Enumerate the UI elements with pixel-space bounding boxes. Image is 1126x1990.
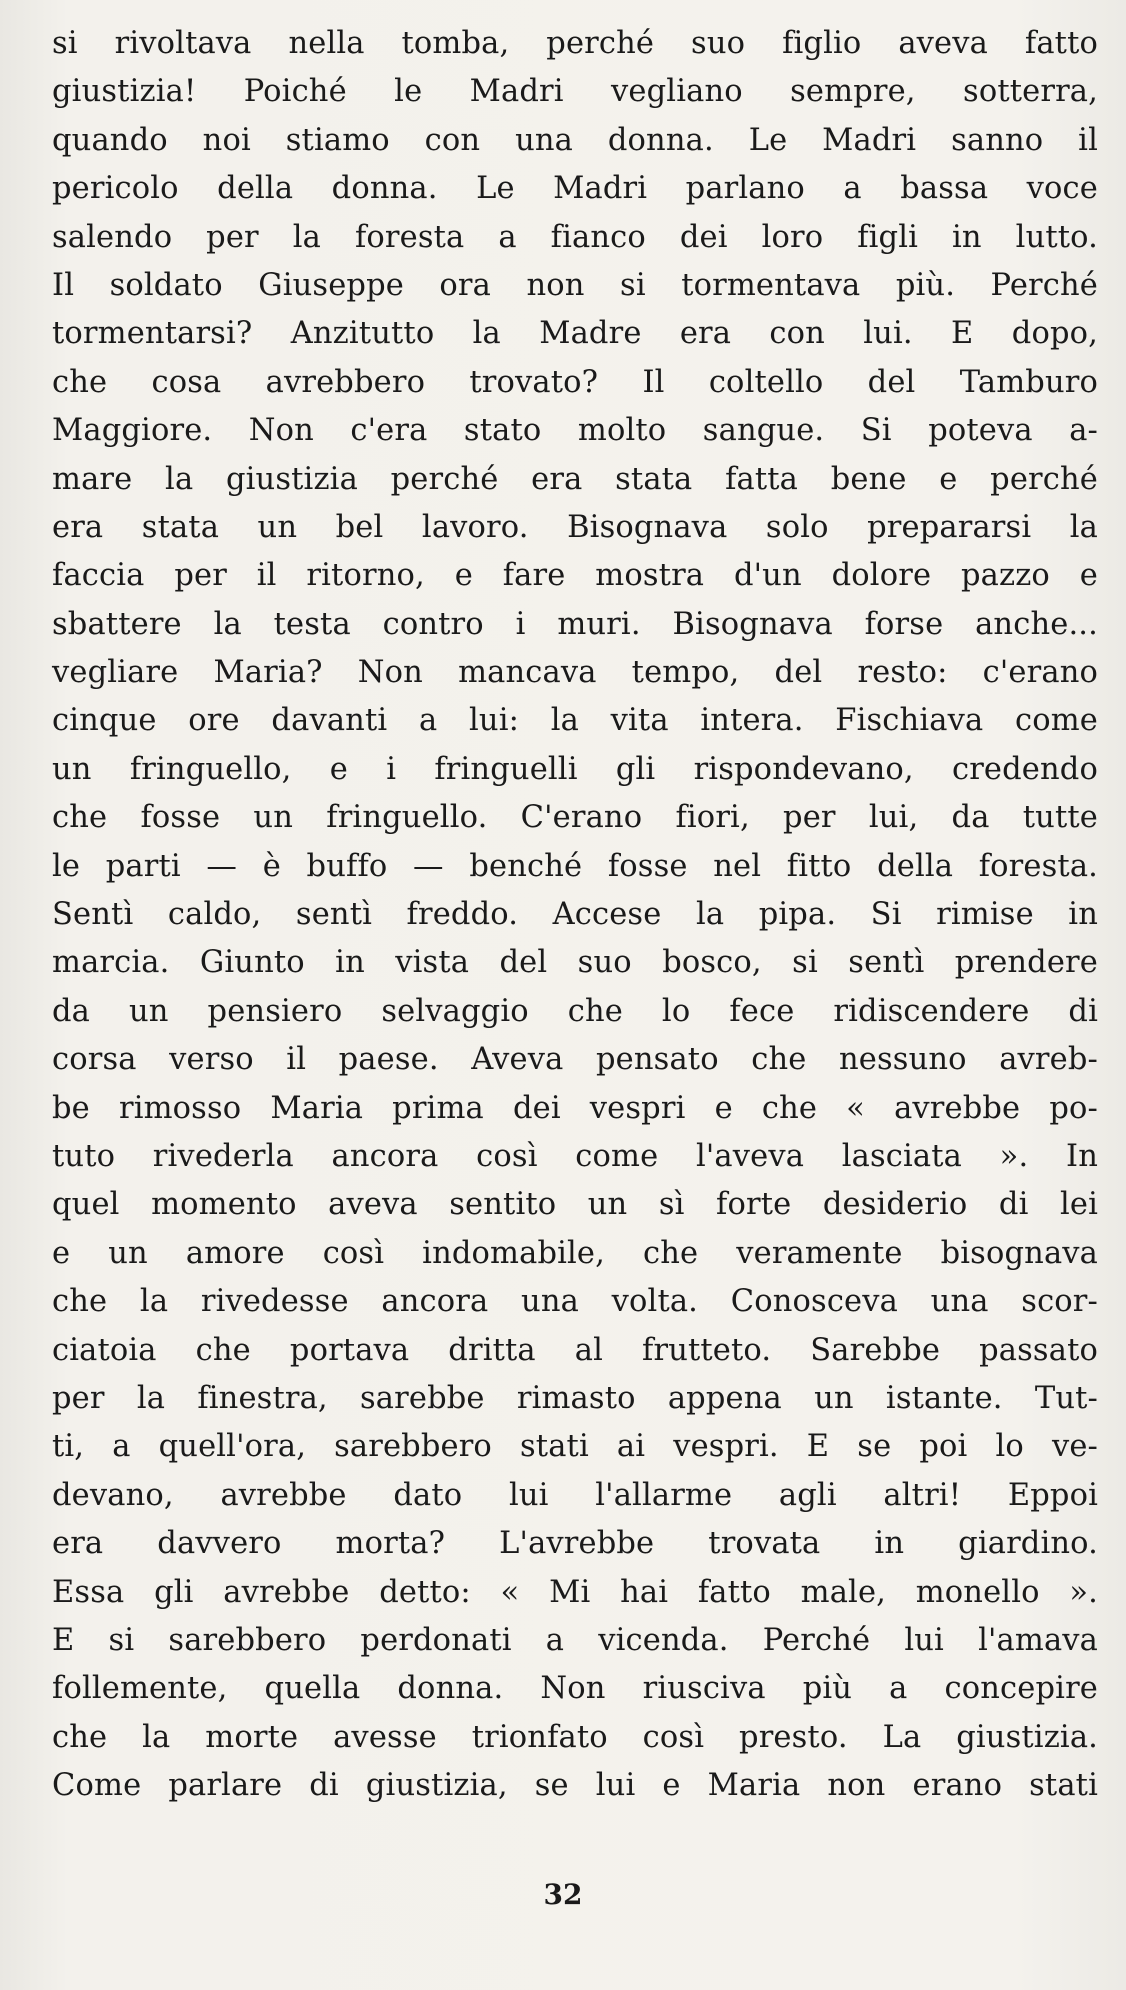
text-line: si rivoltava nella tomba, perché suo figlio aveva fatto [52,26,1098,61]
text-line: salendo per la foresta a fianco dei loro figli in lutto. [52,219,1098,255]
body-text [52,20,1098,1810]
text-line: quando noi stiamo con una donna. Le Madri sanno il [52,122,1098,158]
text-line: Sentì caldo, sentì freddo. Accese la pipa. Si rimise in [52,897,1098,933]
text-line: da un pensiero selvaggio che lo fece ridiscendere di [52,993,1098,1029]
text-line: che la morte avesse trionfato così presto. La giustizia. [52,1719,1098,1755]
text-line: le parti — è buffo — benché fosse nel fitto della foresta. [52,848,1098,884]
text-line: ciatoia che portava dritta al frutteto. Sarebbe passato [52,1332,1098,1368]
text-line: faccia per il ritorno, e fare mostra d'un dolore pazzo e [52,558,1098,594]
text-line: mare la giustizia perché era stata fatta bene e perché [52,461,1098,497]
text-line: tormentarsi? Anzitutto la Madre era con lui. E dopo, [52,316,1098,352]
text-line: sbattere la testa contro i muri. Bisognava forse anche... [52,606,1098,642]
text-line: Come parlare di giustizia, se lui e Maria non erano stati [52,1768,1098,1804]
text-line: un fringuello, e i fringuelli gli rispondevano, credendo [52,751,1098,787]
text-line: era stata un bel lavoro. Bisognava solo prepararsi la [52,509,1098,545]
text-line: cinque ore davanti a lui: la vita intera. Fischiava come [52,703,1098,739]
text-line: corsa verso il paese. Aveva pensato che nessuno avreb- [52,1042,1098,1078]
text-line: Maggiore. Non c'era stato molto sangue. Si poteva a- [52,413,1098,449]
text-line: quel momento aveva sentito un sì forte desiderio di lei [52,1187,1098,1223]
text-line: follemente, quella donna. Non riusciva più a concepire [52,1671,1098,1707]
text-line: Essa gli avrebbe detto: « Mi hai fatto male, monello ». [52,1574,1098,1610]
text-line: tuto rivederla ancora così come l'aveva lasciata ». In [52,1138,1098,1174]
page-number: 32 [543,1878,583,1911]
text-line: ti, a quell'ora, sarebbero stati ai vespri. E se poi lo ve- [52,1429,1098,1465]
text-line: pericolo della donna. Le Madri parlano a bassa voce [52,171,1098,207]
text-line: marcia. Giunto in vista del suo bosco, si sentì prendere [52,945,1098,981]
text-line: era davvero morta? L'avrebbe trovata in giardino. [52,1526,1098,1562]
text-line: che fosse un fringuello. C'erano fiori, per lui, da tutte [52,800,1098,836]
text-line: giustizia! Poiché le Madri vegliano sempre, sotterra, [52,74,1098,110]
text-line: devano, avrebbe dato lui l'allarme agli altri! Eppoi [52,1477,1098,1513]
text-line: vegliare Maria? Non mancava tempo, del resto: c'erano [52,655,1098,691]
text-line: E si sarebbero perdonati a vicenda. Perché lui l'amava [52,1622,1098,1658]
text-line: e un amore così indomabile, che veramente bisognava [52,1235,1098,1271]
text-line: be rimosso Maria prima dei vespri e che « avrebbe po- [52,1090,1098,1126]
text-line: che la rivedesse ancora una volta. Conosceva una scor- [52,1284,1098,1320]
text-line: Il soldato Giuseppe ora non si tormentava più. Perché [52,267,1098,303]
text-line: che cosa avrebbero trovato? Il coltello del Tamburo [52,364,1098,400]
text-line: per la finestra, sarebbe rimasto appena un istante. Tut- [52,1380,1098,1416]
